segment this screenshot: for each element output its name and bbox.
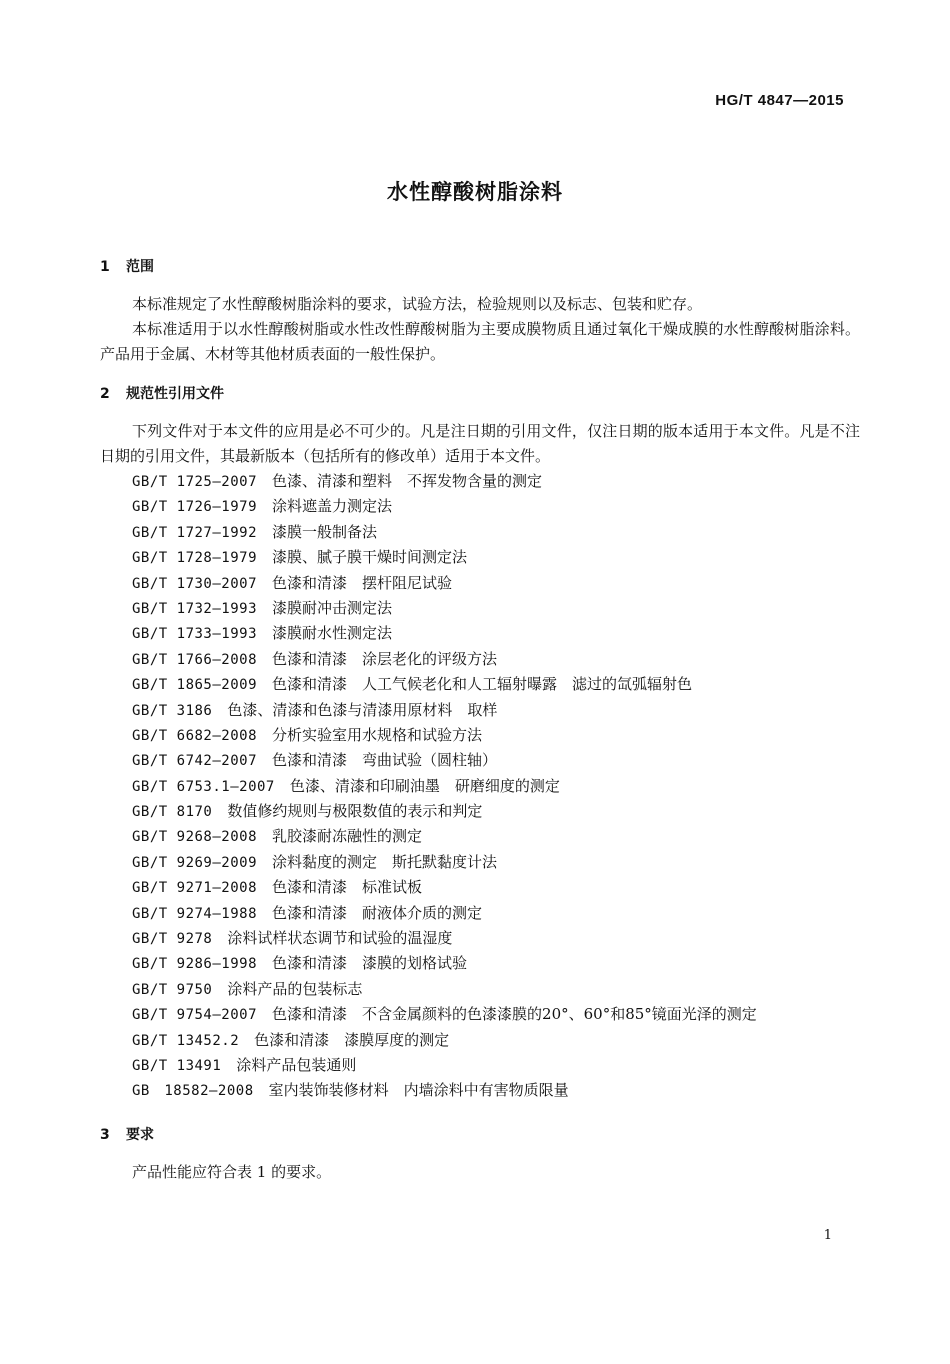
reference-title: 涂料黏度的测定 斯托默黏度计法	[272, 852, 498, 871]
reference-item	[100, 520, 860, 545]
reference-title: 色漆和清漆 摆杆阻尼试验	[272, 573, 453, 592]
reference-title: 室内装饰装修材料 内墙涂料中有害物质限量	[268, 1081, 569, 1100]
reference-item	[100, 1002, 860, 1027]
reference-title: 色漆、清漆和色漆与清漆用原材料 取样	[227, 700, 498, 719]
reference-title: 涂料遮盖力测定法	[272, 497, 393, 516]
section-heading	[100, 383, 860, 405]
reference-code: GB/T 1727—1992	[132, 524, 258, 541]
reference-item	[100, 951, 860, 976]
reference-item	[100, 824, 860, 849]
section-number: 3	[100, 1127, 110, 1143]
reference-item	[100, 875, 860, 900]
reference-code: GB/T 1726—1979	[132, 499, 258, 516]
section-title: 范围	[126, 259, 154, 275]
reference-item	[100, 596, 860, 621]
reference-title: 漆膜、腻子膜干燥时间测定法	[272, 548, 468, 567]
reference-title: 涂料试样状态调节和试验的温湿度	[227, 929, 453, 948]
paragraph: 本标准适用于以水性醇酸树脂或水性改性醇酸树脂为主要成膜物质且通过氧化干燥成膜的水性醇酸树脂涂料。产品用于金属、木材等其他材质表面的一般性保护。	[100, 320, 860, 363]
reference-title: 色漆和清漆 耐液体介质的测定	[272, 903, 483, 922]
section-normative-references	[100, 383, 860, 1104]
reference-code: GB/T 9754—2007	[132, 1007, 258, 1024]
reference-title: 色漆、清漆和印刷油墨 研磨细度的测定	[289, 776, 560, 795]
reference-code: GB/T 1865—2009	[132, 677, 258, 694]
reference-item	[100, 723, 860, 748]
reference-title: 漆膜一般制备法	[272, 522, 378, 541]
reference-code: GB 18582—2008	[132, 1083, 254, 1100]
reference-title: 漆膜耐水性测定法	[272, 624, 393, 643]
reference-title: 色漆和清漆 漆膜厚度的测定	[254, 1030, 450, 1049]
reference-item	[100, 1078, 860, 1103]
reference-code: GB/T 1730—2007	[132, 575, 258, 592]
reference-code: GB/T 9286—1998	[132, 956, 258, 973]
reference-title: 漆膜耐冲击测定法	[272, 598, 393, 617]
page-number: 1	[823, 1228, 832, 1243]
reference-item	[100, 698, 860, 723]
section-title: 要求	[126, 1127, 154, 1143]
reference-code: GB/T 3186	[132, 702, 213, 719]
reference-item	[100, 977, 860, 1002]
reference-item	[100, 748, 860, 773]
section-requirements	[100, 1124, 860, 1185]
reference-title: 色漆和清漆 弯曲试验（圆柱轴）	[272, 751, 498, 770]
document-title: 水性醇酸树脂涂料	[387, 180, 563, 204]
reference-item	[100, 545, 860, 570]
section-heading	[100, 256, 860, 278]
reference-code: GB/T 1733—1993	[132, 626, 258, 643]
reference-title: 色漆和清漆 漆膜的划格试验	[272, 954, 468, 973]
reference-title: 数值修约规则与极限数值的表示和判定	[227, 802, 483, 821]
reference-item	[100, 469, 860, 494]
reference-item	[100, 926, 860, 951]
reference-code: GB/T 13491	[132, 1057, 222, 1074]
standard-code: HG/T 4847—2015	[715, 92, 844, 109]
reference-code: GB/T 6682—2008	[132, 727, 258, 744]
reference-title: 色漆和清漆 不含金属颜料的色漆漆膜的20°、60°和85°镜面光泽的测定	[272, 1005, 757, 1024]
paragraph: 本标准规定了水性醇酸树脂涂料的要求，试验方法，检验规则以及标志、包装和贮存。	[132, 295, 703, 313]
reference-title: 涂料产品的包装标志	[227, 979, 363, 998]
reference-title: 色漆和清漆 标准试板	[272, 878, 423, 897]
paragraph: 产品性能应符合表 1 的要求。	[132, 1163, 332, 1181]
reference-item	[100, 774, 860, 799]
reference-item	[100, 901, 860, 926]
reference-item	[100, 647, 860, 672]
reference-code: GB/T 13452.2	[132, 1032, 240, 1049]
reference-code: GB/T 1725—2007	[132, 474, 258, 490]
reference-list	[100, 469, 860, 1104]
paragraph: 下列文件对于本文件的应用是必不可少的。凡是注日期的引用文件，仅注日期的版本适用于本文件。凡是不注日期的引用文件，其最新版本（包括所有的修改单）适用于本文件。	[100, 422, 860, 465]
reference-title: 分析实验室用水规格和试验方法	[272, 725, 483, 744]
section-number: 1	[100, 259, 110, 275]
reference-code: GB/T 1728—1979	[132, 550, 258, 567]
reference-item	[100, 672, 860, 697]
reference-code: GB/T 9271—2008	[132, 880, 258, 897]
reference-code: GB/T 9268—2008	[132, 829, 258, 846]
reference-item	[100, 494, 860, 519]
reference-code: GB/T 1732—1993	[132, 600, 258, 617]
reference-code: GB/T 6742—2007	[132, 753, 258, 770]
reference-code: GB/T 6753.1—2007	[132, 778, 275, 795]
reference-code: GB/T 9750	[132, 981, 213, 998]
reference-title: 色漆和清漆 人工气候老化和人工辐射曝露 滤过的氙弧辐射色	[272, 675, 693, 694]
reference-code: GB/T 9278	[132, 931, 213, 948]
reference-title: 色漆和清漆 涂层老化的评级方法	[272, 649, 498, 668]
section-heading	[100, 1124, 860, 1146]
reference-code: GB/T 8170	[132, 804, 213, 821]
reference-item	[100, 1053, 860, 1078]
section-number: 2	[100, 386, 110, 402]
section-scope	[100, 256, 860, 367]
reference-code: GB/T 9274—1988	[132, 905, 258, 922]
reference-title: 色漆、清漆和塑料 不挥发物含量的测定	[272, 472, 543, 490]
reference-item	[100, 571, 860, 596]
reference-item	[100, 799, 860, 824]
reference-code: GB/T 1766—2008	[132, 651, 258, 668]
reference-title: 乳胶漆耐冻融性的测定	[272, 827, 423, 846]
reference-title: 涂料产品包装通则	[236, 1055, 357, 1074]
reference-item	[100, 621, 860, 646]
reference-item	[100, 850, 860, 875]
reference-item	[100, 1028, 860, 1053]
reference-code: GB/T 9269—2009	[132, 854, 258, 871]
section-title: 规范性引用文件	[126, 386, 224, 402]
